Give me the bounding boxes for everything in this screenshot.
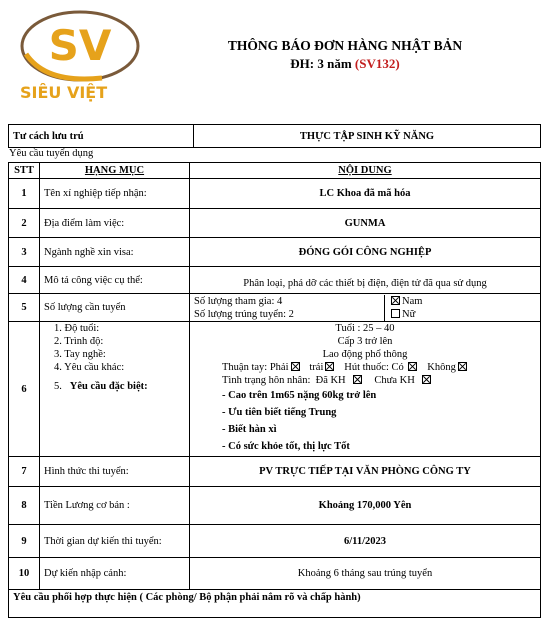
document-header bbox=[160, 38, 530, 72]
age-value: Tuổi : 25 – 40 bbox=[335, 323, 395, 334]
special-req-4: - Có sức khỏe tốt, thị lực Tốt bbox=[222, 441, 350, 452]
company-logo bbox=[16, 6, 152, 106]
table-row: 2 Địa điểm làm việc: GUNMA bbox=[9, 209, 541, 238]
document-title: THÔNG BÁO ĐƠN HÀNG NHẬT BẢN bbox=[227, 38, 463, 53]
skill-value: Lao động phổ thông bbox=[322, 349, 408, 360]
checkbox-single bbox=[422, 375, 431, 384]
footer-row bbox=[9, 590, 541, 618]
col-content: NỘI DUNG bbox=[190, 163, 541, 179]
checkbox-male bbox=[391, 296, 400, 305]
table-row: 10 Dự kiến nhập cảnh: Khoảng 6 tháng sau trúng tuyển bbox=[9, 558, 541, 590]
residence-status-table bbox=[8, 124, 541, 148]
col-item: HẠNG MỤC bbox=[40, 163, 190, 179]
requirements-table bbox=[8, 162, 541, 618]
residence-status-value: THỰC TẬP SINH KỸ NĂNG bbox=[194, 125, 541, 148]
logo-mark: SV bbox=[48, 21, 112, 70]
logo-name: SIÊU VIỆT bbox=[20, 83, 108, 102]
special-req-3: - Biết hàn xì bbox=[222, 424, 277, 435]
table-row: 9 Thời gian dự kiến thi tuyển: 6/11/2023 bbox=[9, 525, 541, 558]
special-req-1: - Cao trên 1m65 nặng 60kg trở lên bbox=[222, 390, 377, 401]
coordination-note: Yêu cầu phối hợp thực hiện ( Các phòng/ Bộ phận phải nắm rõ và chấp hành) bbox=[9, 590, 541, 618]
checkbox-smoke-yes bbox=[408, 362, 417, 371]
checkbox-female bbox=[391, 309, 400, 318]
checkbox-left-hand bbox=[325, 362, 334, 371]
table-row: 3 Ngành nghề xin visa: ĐÓNG GÓI CÔNG NGHIỆP bbox=[9, 238, 541, 267]
table-row: 6 1. Độ tuổi: 2. Trình độ: 3. Tay nghề: 4. Yêu cầu khác: 5. Yêu cầu đặc biệt: Tuổi : 25 – 40 Cấp 3 trở lên Lao động phổ thông Thuận tay: Phải trái Hút thuốc: Có Không Tình trạng hôn nhân: Đã KH Chưa KH - Cao trên 1m65 nặng 60kg trở lên - Ưu tiên biết tiếng Trung - Biết hàn xì - Có sức khỏe tốt, thị lực Tốt bbox=[9, 322, 541, 457]
checkbox-smoke-no bbox=[458, 362, 467, 371]
table-row: 4 Mô tả công việc cụ thể: Phân loại, phá dỡ các thiết bị điện, điện tử đã qua sử dụng bbox=[9, 267, 541, 294]
document-subtitle bbox=[160, 56, 530, 72]
checkbox-right-hand bbox=[291, 362, 300, 371]
table-row: 1 Tên xí nghiệp tiếp nhận: LC Khoa đã mã hóa bbox=[9, 179, 541, 209]
table-row: 7 Hình thức thi tuyển: PV TRỰC TIẾP TẠI VĂN PHÒNG CÔNG TY bbox=[9, 457, 541, 487]
checkbox-married bbox=[353, 375, 362, 384]
education-value: Cấp 3 trở lên bbox=[337, 336, 393, 347]
residence-status-label: Tư cách lưu trú bbox=[9, 125, 194, 148]
special-req-2: - Ưu tiên biết tiếng Trung bbox=[222, 407, 337, 418]
subtitle-prefix: ĐH: 3 năm bbox=[290, 56, 352, 71]
selected-count: Số lượng trúng tuyển: 2 bbox=[190, 308, 385, 321]
requirement-label: Yêu cầu tuyển dụng bbox=[9, 148, 94, 159]
table-row: 5 Số lượng cần tuyển Số lượng tham gia: 4 Nam Số lượng trúng tuyển: 2 Nữ bbox=[9, 294, 541, 322]
table-row: 8 Tiền Lương cơ bản : Khoảng 170,000 Yên bbox=[9, 487, 541, 525]
participant-count: Số lượng tham gia: 4 bbox=[190, 295, 385, 308]
order-code: (SV132) bbox=[354, 56, 400, 71]
col-stt: STT bbox=[9, 163, 40, 179]
